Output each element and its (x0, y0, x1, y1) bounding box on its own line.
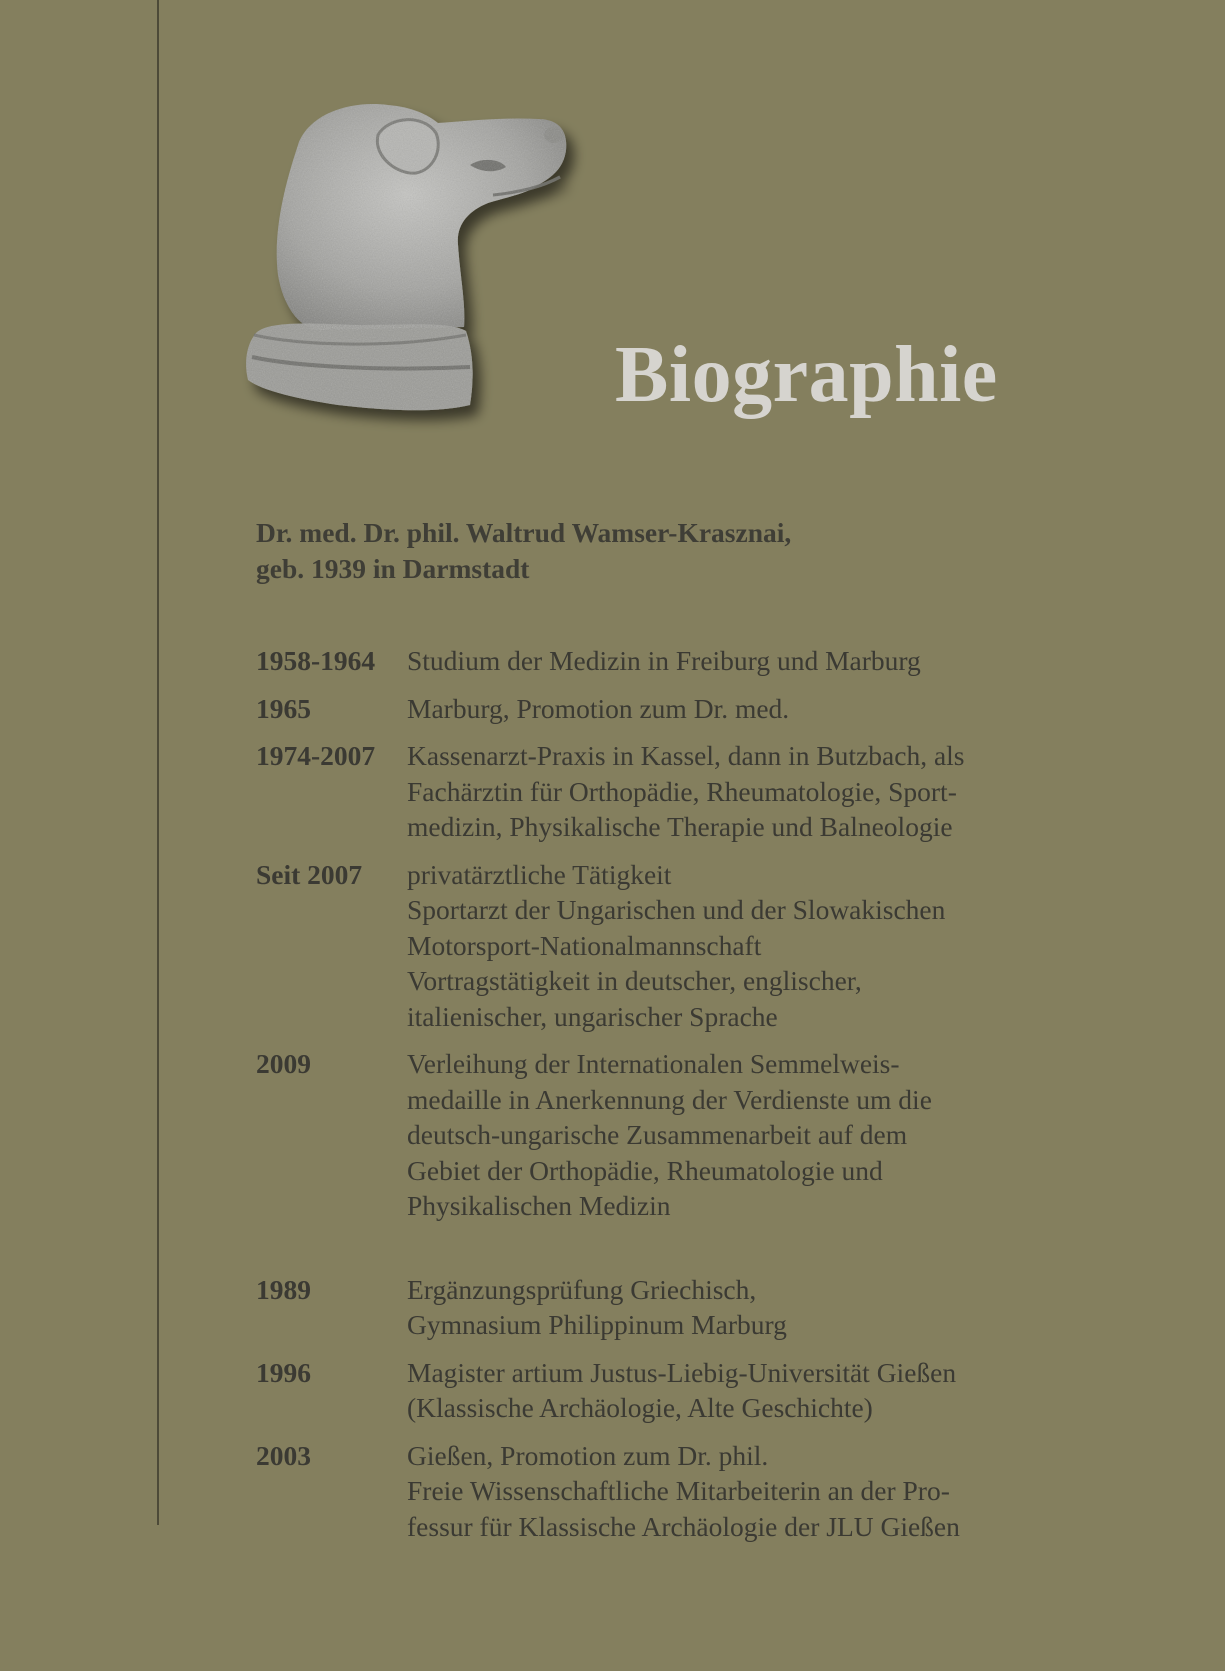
timeline-entry (256, 1272, 1076, 1343)
timeline-description (407, 738, 1076, 845)
person-name: Dr. med. Dr. phil. Waltrud Wamser-Krasznai, (256, 517, 792, 548)
timeline-line: Marburg, Promotion zum Dr. med. (407, 692, 790, 724)
timeline-year: 2003 (256, 1439, 311, 1471)
biography-timeline (256, 643, 1076, 1556)
timeline-line: Kassenarzt-Praxis in Kassel, dann in Butzbach, als (407, 740, 965, 771)
timeline-year: 1996 (256, 1356, 311, 1388)
timeline-line: italienischer, ungarischer Sprache (407, 1000, 778, 1032)
timeline-line: medizin, Physikalische Therapie und Balneologie (407, 811, 953, 842)
timeline-year: 1965 (256, 692, 311, 724)
timeline-line: privatärztliche Tätigkeit (407, 858, 672, 890)
timeline-description (407, 643, 1076, 679)
person-header (256, 515, 791, 587)
timeline-entry (256, 1355, 1076, 1426)
timeline-entry (256, 1438, 1076, 1545)
dog-head-sculpture-image (238, 95, 618, 455)
timeline-line: (Klassische Archäologie, Alte Geschichte) (407, 1392, 873, 1423)
timeline-line: Gymnasium Philippinum Marburg (407, 1309, 787, 1340)
timeline-description (407, 691, 1076, 727)
timeline-entry (256, 857, 1076, 1035)
person-birth: geb. 1939 in Darmstadt (256, 553, 530, 584)
timeline-line: Physikalischen Medizin (407, 1190, 671, 1221)
timeline-line: fessur für Klassische Archäologie der JLU Gießen (407, 1510, 960, 1542)
timeline-description (407, 1438, 1076, 1545)
timeline-line: Freie Wissenschaftliche Mitarbeiterin an der Pro- (407, 1475, 950, 1506)
timeline-line: Studium der Medizin in Freiburg und Marburg (407, 645, 921, 676)
timeline-description (407, 1272, 1076, 1343)
timeline-entry (256, 643, 1076, 679)
timeline-line: Sportarzt der Ungarischen und der Slowakischen (407, 894, 946, 925)
timeline-line: Vortragstätigkeit in deutscher, englischer, (407, 965, 862, 996)
timeline-entry (256, 738, 1076, 845)
timeline-description (407, 1046, 1076, 1224)
page-title: Biographie (615, 331, 998, 419)
timeline-year: 1989 (256, 1273, 311, 1305)
timeline-line: medaille in Anerkennung der Verdienste um die (407, 1083, 932, 1115)
timeline-line: Magister artium Justus-Liebig-Universität Gießen (407, 1356, 957, 1388)
timeline-line: Gebiet der Orthopädie, Rheumatologie und (407, 1154, 883, 1186)
timeline-entry (256, 691, 1076, 727)
timeline-line: Verleihung der Internationalen Semmelweis- (407, 1048, 900, 1079)
timeline-year: 1958-1964 (256, 645, 376, 676)
timeline-line: Ergänzungsprüfung Griechisch, (407, 1273, 757, 1305)
timeline-line: deutsch-ungarische Zusammenarbeit auf dem (407, 1119, 908, 1150)
timeline-year: 2009 (256, 1048, 311, 1079)
timeline-line: Fachärztin für Orthopädie, Rheumatologie, Sport- (407, 775, 957, 807)
timeline-description (407, 857, 1076, 1035)
timeline-entry (256, 1046, 1076, 1224)
timeline-description (407, 1355, 1076, 1426)
timeline-year: 1974-2007 (256, 740, 376, 771)
timeline-line: Gießen, Promotion zum Dr. phil. (407, 1439, 769, 1471)
timeline-line: Motorsport-Nationalmannschaft (407, 929, 762, 961)
vertical-rule (157, 0, 159, 1525)
timeline-year: Seit 2007 (256, 858, 363, 890)
